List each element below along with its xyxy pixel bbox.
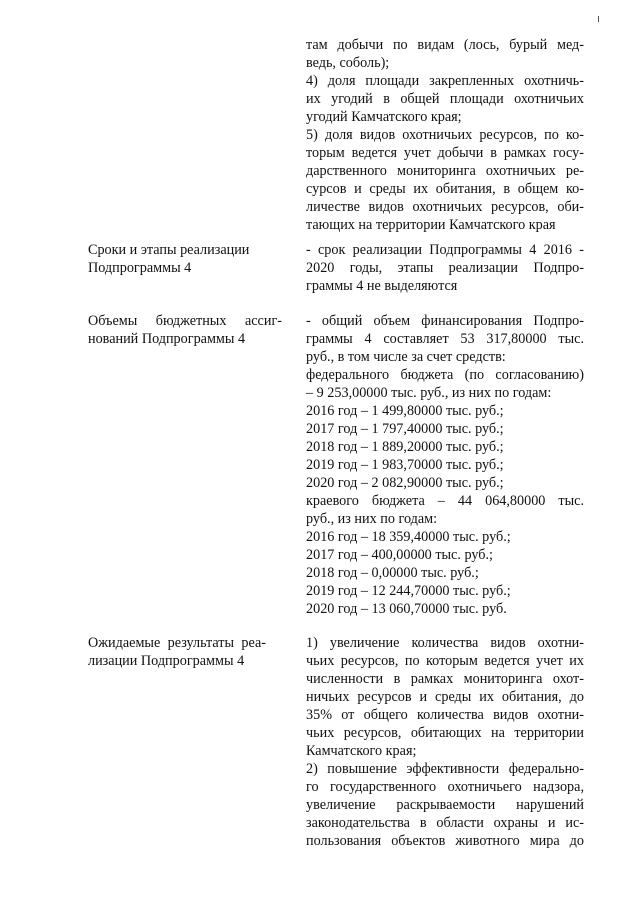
text-line: 2017 год – 1 797,40000 тыс. руб.; — [306, 421, 504, 437]
label-line: Объемы бюджетных ассиг- — [88, 313, 282, 329]
text-line: 2019 год – 12 244,70000 тыс. руб.; — [306, 583, 511, 599]
text-line: личестве видов охотничьих ресурсов, оби- — [306, 199, 584, 215]
page-edge-mark — [598, 16, 599, 22]
text-line: руб., в том числе за счет средств: — [306, 349, 506, 365]
text-line: 2016 год – 18 359,40000 тыс. руб.; — [306, 529, 511, 545]
text-line: Камчатского края; — [306, 743, 417, 759]
text-line: их угодий в общей площади охотничьих — [306, 91, 584, 107]
text-line: го государственного охотничьего надзора, — [306, 779, 584, 795]
text-line: там добычи по видам (лось, бурый мед- — [306, 37, 584, 53]
text-line: - общий объем финансирования Подпро- — [306, 313, 584, 329]
text-line: чьих ресурсов, обитающих на территории — [306, 725, 584, 741]
text-line: ничьих ресурсов и среды их обитания, до — [306, 689, 584, 705]
label-line: Ожидаемые результаты реа- — [88, 635, 266, 651]
text-line: ведь, соболь); — [306, 55, 390, 71]
text-line: 4) доля площади закрепленных охотничь- — [306, 73, 584, 89]
label-line: нований Подпрограммы 4 — [88, 331, 246, 347]
text-line: 2018 год – 0,00000 тыс. руб.; — [306, 565, 479, 581]
text-line: федерального бюджета (по согласованию) — [306, 367, 584, 383]
text-line: 2018 год – 1 889,20000 тыс. руб.; — [306, 439, 504, 455]
text-line: тающих на территории Камчатского края — [306, 217, 556, 233]
text-line: угодий Камчатского края; — [306, 109, 462, 125]
text-line: краевого бюджета – 44 064,80000 тыс. — [306, 493, 584, 509]
text-line: граммы 4 не выделяются — [306, 278, 458, 294]
text-line: 2020 год – 13 060,70000 тыс. руб. — [306, 601, 507, 617]
text-line: пользования объектов животного мира до — [306, 833, 584, 849]
text-line: 2019 год – 1 983,70000 тыс. руб.; — [306, 457, 504, 473]
text-line: законодательства в области охраны и ис- — [306, 815, 584, 831]
text-line: граммы 4 составляет 53 317,80000 тыс. — [306, 331, 584, 347]
text-line: 2016 год – 1 499,80000 тыс. руб.; — [306, 403, 504, 419]
text-line: 2017 год – 400,00000 тыс. руб.; — [306, 547, 493, 563]
text-line: сурсов и среды их обитания, в общем ко- — [306, 181, 584, 197]
label-line: Сроки и этапы реализации — [88, 242, 250, 258]
text-line: дарственного мониторинга охотничьих ре- — [306, 163, 584, 179]
text-line: 2020 годы, этапы реализации Подпро- — [306, 260, 584, 276]
text-line: 5) доля видов охотничьих ресурсов, по ко- — [306, 127, 584, 143]
text-line: 1) увеличение количества видов охотни- — [306, 635, 584, 651]
text-line: численности в рамках мониторинга охот- — [306, 671, 584, 687]
text-line: торым ведется учет добычи в рамках госу- — [306, 145, 584, 161]
text-line: чьих ресурсов, по которым ведется учет их — [306, 653, 584, 669]
text-line: 2020 год – 2 082,90000 тыс. руб.; — [306, 475, 504, 491]
text-line: 35% от общего количества видов охотни- — [306, 707, 584, 723]
label-line: лизации Подпрограммы 4 — [88, 653, 245, 669]
text-line: - срок реализации Подпрограммы 4 2016 - — [306, 242, 584, 258]
label-line: Подпрограммы 4 — [88, 260, 192, 276]
text-line: руб., из них по годам: — [306, 511, 438, 527]
text-line: увеличение раскрываемости нарушений — [306, 797, 584, 813]
text-line: 2) повышение эффективности федерально- — [306, 761, 584, 777]
text-line: – 9 253,00000 тыс. руб., из них по годам: — [306, 385, 552, 401]
